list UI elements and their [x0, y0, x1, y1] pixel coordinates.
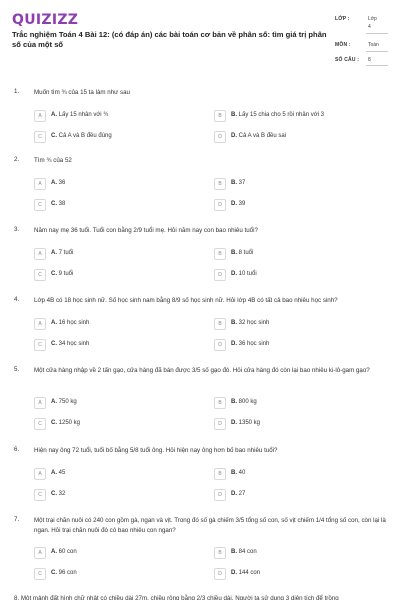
- question-number: 6.: [14, 446, 20, 453]
- option-key: C.: [51, 570, 57, 576]
- option-text: [51, 570, 77, 576]
- option-key: B.: [231, 469, 237, 476]
- option-text: [231, 549, 257, 555]
- option-key: D.: [231, 132, 237, 139]
- option-letter-badge: A: [34, 110, 46, 122]
- option-letter-badge: A: [34, 547, 46, 559]
- option-value: 36: [58, 179, 66, 186]
- answer-option-b[interactable]: [214, 248, 364, 260]
- option-text: [51, 399, 77, 405]
- question-number: 3.: [14, 226, 20, 233]
- question-text: Một trại chăn nuôi có 240 con gồm gà, ngan và vịt. Trong đó số gà chiếm 3/5 tổng số con, số vịt chiếm 1/4 tổng số con, còn lại là ngan. Hỏi trại chăn nuôi đó có bao nhiêu con ngan?: [34, 517, 386, 534]
- option-letter-badge: B: [214, 110, 226, 122]
- answer-option-b[interactable]: [214, 468, 364, 480]
- answer-option-c[interactable]: [34, 489, 184, 501]
- option-letter-badge: C: [34, 568, 46, 580]
- option-key: C.: [51, 420, 57, 426]
- option-value: 84 con: [238, 549, 257, 555]
- answer-option-d[interactable]: [214, 199, 364, 211]
- option-text: [231, 399, 257, 405]
- answer-option-b[interactable]: [214, 547, 364, 559]
- answer-option-c[interactable]: [34, 339, 184, 351]
- option-value: 40: [238, 469, 246, 476]
- class-label: LỚP :: [335, 16, 350, 22]
- question-text: Hiện nay ông 72 tuổi, tuổi bố bằng 5/8 tuổi ông. Hỏi hiện nay ông hơn bố bao nhiêu tuổi?: [34, 447, 278, 454]
- answer-option-a[interactable]: [34, 110, 184, 122]
- option-key: B.: [231, 549, 237, 555]
- option-value: 32: [58, 490, 66, 497]
- option-key: B.: [231, 179, 237, 186]
- answer-option-d[interactable]: [214, 339, 364, 351]
- option-letter-badge: D: [214, 199, 226, 211]
- answer-option-c[interactable]: [34, 269, 184, 281]
- option-key: A.: [51, 179, 57, 186]
- option-text: [231, 320, 269, 326]
- option-key: A.: [51, 249, 57, 256]
- option-key: C.: [51, 340, 57, 347]
- option-value: 34 học sinh: [58, 340, 90, 347]
- answer-option-a[interactable]: [34, 178, 184, 190]
- option-letter-badge: D: [214, 568, 226, 580]
- question-number: 5.: [14, 366, 20, 373]
- page-title: Trắc nghiệm Toán 4 Bài 12: (có đáp án) các bài toán cơ bản về phân số: tìm giá trị phân số của một số: [12, 30, 327, 49]
- option-text: [51, 180, 65, 186]
- option-letter-badge: C: [34, 269, 46, 281]
- answer-option-d[interactable]: [214, 131, 364, 143]
- option-key: D.: [231, 420, 237, 426]
- question-text: Tìm ¾ của 52: [34, 157, 72, 164]
- option-text: [231, 470, 245, 476]
- count-label: SỐ CÂU :: [335, 57, 360, 63]
- option-letter-badge: A: [34, 397, 46, 409]
- option-value: 27: [238, 490, 246, 497]
- option-key: A.: [51, 469, 57, 476]
- class-underline: [366, 33, 388, 34]
- answer-option-a[interactable]: [34, 318, 184, 330]
- subject-underline: [366, 51, 388, 52]
- question-number: 4.: [14, 296, 20, 303]
- option-value: 10 tuổi: [238, 270, 257, 277]
- option-value: 32 học sinh: [238, 319, 270, 326]
- question-text: Muốn tìm ¾ của 15 ta làm như sau: [34, 89, 130, 96]
- answer-option-b[interactable]: [214, 178, 364, 190]
- option-key: A.: [51, 111, 57, 118]
- answer-option-a[interactable]: [34, 248, 184, 260]
- option-key: C.: [51, 490, 57, 497]
- answer-option-d[interactable]: [214, 489, 364, 501]
- quizizz-logo: QUIZIZZ: [12, 12, 79, 28]
- option-value: 800 kg: [238, 399, 257, 405]
- answer-option-c[interactable]: [34, 418, 184, 430]
- option-text: [51, 470, 65, 476]
- option-text: [51, 341, 89, 347]
- option-text: [51, 271, 73, 277]
- option-text: [51, 133, 112, 139]
- answer-option-d[interactable]: [214, 568, 364, 580]
- option-letter-badge: C: [34, 418, 46, 430]
- worksheet-header: [0, 0, 400, 74]
- option-text: [231, 341, 269, 347]
- option-value: 37: [238, 179, 246, 186]
- option-letter-badge: B: [214, 397, 226, 409]
- option-key: C.: [51, 270, 57, 277]
- option-letter-badge: C: [34, 339, 46, 351]
- option-letter-badge: C: [34, 199, 46, 211]
- option-text: [231, 112, 324, 118]
- option-letter-badge: D: [214, 339, 226, 351]
- option-value: Cả A và B đều sai: [238, 132, 287, 139]
- option-text: [231, 420, 260, 426]
- option-value: 7 tuổi: [58, 249, 74, 256]
- subject-label: MÔN :: [335, 42, 351, 48]
- option-text: [231, 201, 245, 207]
- option-key: D.: [231, 200, 237, 207]
- option-text: [231, 180, 245, 186]
- option-value: 1250 kg: [58, 420, 81, 426]
- class-value-line1: Lớp: [368, 16, 377, 22]
- option-key: B.: [231, 399, 237, 405]
- option-text: [51, 491, 65, 497]
- option-text: [231, 271, 257, 277]
- option-letter-badge: B: [214, 178, 226, 190]
- option-letter-badge: B: [214, 547, 226, 559]
- option-letter-badge: B: [214, 248, 226, 260]
- option-value: 60 con: [58, 549, 77, 555]
- option-value: 8 tuổi: [238, 249, 254, 256]
- option-letter-badge: B: [214, 318, 226, 330]
- option-key: A.: [51, 549, 57, 555]
- option-value: 1350 kg: [238, 420, 261, 426]
- option-letter-badge: C: [34, 131, 46, 143]
- option-value: 96 con: [58, 570, 77, 576]
- option-letter-badge: D: [214, 489, 226, 501]
- option-key: D.: [231, 490, 237, 497]
- option-letter-badge: B: [214, 468, 226, 480]
- option-value: 144 con: [238, 570, 261, 576]
- question-text: Năm nay mẹ 36 tuổi. Tuổi con bằng 2/9 tuổi mẹ. Hỏi năm nay con bao nhiêu tuổi?: [34, 227, 258, 234]
- option-text: [231, 570, 260, 576]
- count-value: 8: [368, 57, 371, 63]
- option-value: 45: [58, 469, 66, 476]
- option-value: Cả A và B đều đúng: [58, 132, 112, 139]
- option-letter-badge: A: [34, 468, 46, 480]
- question-text: Lớp 4B có 18 học sinh nữ. Số học sinh nam bằng 8/9 số học sinh nữ. Hỏi lớp 4B có tất cả bao nhiêu học sinh?: [34, 297, 338, 304]
- option-key: B.: [231, 111, 237, 118]
- answer-option-d[interactable]: [214, 418, 364, 430]
- option-key: D.: [231, 340, 237, 347]
- option-letter-badge: C: [34, 489, 46, 501]
- option-key: B.: [231, 319, 237, 326]
- option-value: 16 học sinh: [58, 319, 90, 326]
- option-value: 38: [58, 200, 66, 207]
- answer-option-c[interactable]: [34, 568, 184, 580]
- answer-option-a[interactable]: [34, 468, 184, 480]
- subject-value: Toán: [368, 42, 379, 48]
- answer-option-b[interactable]: [214, 318, 364, 330]
- option-value: 750 kg: [58, 399, 77, 405]
- count-underline: [366, 65, 388, 66]
- question-8-partial: 8. Một mảnh đất hình chữ nhật có chiều dài 27m, chiều rộng bằng 2/3 chiều dài. Người ta sử dụng 3 diện tích để trồng: [14, 595, 339, 600]
- option-text: [51, 201, 65, 207]
- option-text: [231, 133, 286, 139]
- option-text: [51, 420, 80, 426]
- class-value-line2: 4: [368, 24, 371, 30]
- option-key: C.: [51, 132, 57, 139]
- question-text: Một cửa hàng nhập về 2 tấn gạo, cửa hàng đã bán được 3/5 số gạo đó. Hỏi cửa hàng đó còn lại bao nhiêu ki-lô-gam gạo?: [34, 367, 370, 374]
- answer-option-b[interactable]: [214, 110, 364, 122]
- option-key: D.: [231, 270, 237, 277]
- question-number: 2.: [14, 156, 20, 163]
- option-text: [51, 250, 73, 256]
- question-number: 1.: [14, 88, 20, 95]
- option-key: A.: [51, 319, 57, 326]
- option-text: [51, 320, 89, 326]
- question-number: 7.: [14, 516, 20, 523]
- answer-option-b[interactable]: [214, 397, 364, 409]
- answer-option-a[interactable]: [34, 547, 184, 559]
- answer-option-a[interactable]: [34, 397, 184, 409]
- answer-option-c[interactable]: [34, 131, 184, 143]
- option-key: A.: [51, 399, 57, 405]
- option-letter-badge: D: [214, 269, 226, 281]
- option-letter-badge: A: [34, 178, 46, 190]
- option-text: [51, 549, 77, 555]
- option-letter-badge: A: [34, 248, 46, 260]
- option-letter-badge: A: [34, 318, 46, 330]
- option-text: [231, 491, 245, 497]
- option-value: 9 tuổi: [58, 270, 74, 277]
- option-key: B.: [231, 249, 237, 256]
- option-text: [231, 250, 253, 256]
- option-key: C.: [51, 200, 57, 207]
- option-value: 39: [238, 200, 246, 207]
- option-letter-badge: D: [214, 418, 226, 430]
- answer-option-d[interactable]: [214, 269, 364, 281]
- option-value: Lấy 15 chia cho 5 rồi nhân với 3: [238, 111, 324, 118]
- option-value: 36 học sinh: [238, 340, 270, 347]
- option-letter-badge: D: [214, 131, 226, 143]
- answer-option-c[interactable]: [34, 199, 184, 211]
- option-key: D.: [231, 570, 237, 576]
- option-value: Lấy 15 nhân với ¾: [58, 111, 109, 118]
- option-text: [51, 112, 108, 118]
